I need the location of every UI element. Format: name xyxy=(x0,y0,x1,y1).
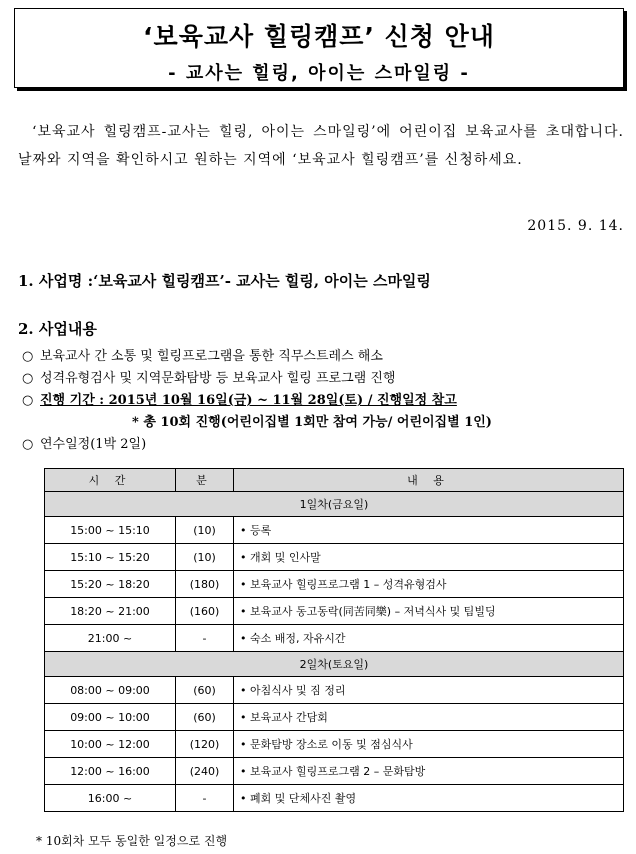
circle-bullet-icon: ○ xyxy=(22,393,34,408)
content-cell: • 문화탐방 장소로 이동 및 점심식사 xyxy=(234,731,624,758)
time-cell: 15:20 ~ 18:20 xyxy=(45,571,176,598)
intro-paragraph xyxy=(18,118,624,174)
time-cell: 08:00 ~ 09:00 xyxy=(45,677,176,704)
minutes-cell: (120) xyxy=(176,731,234,758)
table-row xyxy=(45,571,624,598)
bullet-item-period xyxy=(22,390,622,412)
time-cell: 12:00 ~ 16:00 xyxy=(45,758,176,785)
section-2-heading: 2. 사업내용 xyxy=(18,320,97,338)
content-cell: • 보육교사 힐링프로그램 2 – 문화탐방 xyxy=(234,758,624,785)
bullet-item xyxy=(22,346,622,368)
content-cell: • 보육교사 간담회 xyxy=(234,704,624,731)
section-1-heading: 1. 사업명 :‘보육교사 힐링캠프’- 교사는 힐링, 아이는 스마일링 xyxy=(18,272,431,290)
content-cell: • 숙소 배정, 자유시간 xyxy=(234,625,624,652)
table-row xyxy=(45,785,624,812)
circle-bullet-icon: ○ xyxy=(22,371,34,386)
content-cell: • 폐회 및 단체사진 촬영 xyxy=(234,785,624,812)
bullet-text: 성격유형검사 및 지역문화탐방 등 보육교사 힐링 프로그램 진행 xyxy=(40,371,396,386)
time-cell: 15:00 ~ 15:10 xyxy=(45,517,176,544)
content-cell: • 등록 xyxy=(234,517,624,544)
table-row xyxy=(45,731,624,758)
minutes-cell: (160) xyxy=(176,598,234,625)
table-row xyxy=(45,517,624,544)
bullet-text: 연수일정(1박 2일) xyxy=(40,437,147,452)
header-content: 내 용 xyxy=(234,469,624,492)
table-row xyxy=(45,677,624,704)
minutes-cell: (60) xyxy=(176,677,234,704)
header-minutes: 분 xyxy=(176,469,234,492)
footnote: * 10회차 모두 동일한 일정으로 진행 xyxy=(36,834,228,848)
bullet-item xyxy=(22,434,622,456)
table-row xyxy=(45,598,624,625)
time-cell: 21:00 ~ xyxy=(45,625,176,652)
content-cell: • 보육교사 동고동락(同苦同樂) – 저녁식사 및 팀빌딩 xyxy=(234,598,624,625)
schedule-table xyxy=(44,468,624,812)
content-cell: • 개회 및 인사말 xyxy=(234,544,624,571)
minutes-cell: (180) xyxy=(176,571,234,598)
time-cell: 10:00 ~ 12:00 xyxy=(45,731,176,758)
content-cell: • 보육교사 힐링프로그램 1 – 성격유형검사 xyxy=(234,571,624,598)
minutes-cell: (240) xyxy=(176,758,234,785)
day-1-label: 1일차(금요일) xyxy=(45,492,624,517)
document-title: ‘보육교사 힐링캠프’ 신청 안내 xyxy=(143,22,495,51)
circle-bullet-icon: ○ xyxy=(22,349,34,364)
bullet-text: 보육교사 간 소통 및 힐링프로그램을 통한 직무스트레스 해소 xyxy=(40,349,383,364)
minutes-cell: (10) xyxy=(176,517,234,544)
bullet-item xyxy=(22,368,622,390)
time-cell: 15:10 ~ 15:20 xyxy=(45,544,176,571)
content-bullets xyxy=(22,346,622,456)
time-cell: 16:00 ~ xyxy=(45,785,176,812)
table-row xyxy=(45,758,624,785)
bullet-text: 진행 기간 : 2015년 10월 16일(금) ~ 11월 28일(토) / 진행일정 참고 xyxy=(40,393,457,408)
time-cell: 09:00 ~ 10:00 xyxy=(45,704,176,731)
intro-text: ‘보육교사 힐링캠프-교사는 힐링, 아이는 스마일링’에 어린이집 보육교사를 초대합니다. 날짜와 지역을 확인하시고 원하는 지역에 ‘보육교사 힐링캠프’를 신청하세요. xyxy=(18,124,624,168)
header-time: 시 간 xyxy=(45,469,176,492)
document-date: 2015. 9. 14. xyxy=(527,218,624,234)
title-box xyxy=(14,8,624,88)
table-row xyxy=(45,625,624,652)
minutes-cell: (60) xyxy=(176,704,234,731)
minutes-cell: (10) xyxy=(176,544,234,571)
circle-bullet-icon: ○ xyxy=(22,437,34,452)
minutes-cell: - xyxy=(176,625,234,652)
participation-note: * 총 10회 진행(어린이집별 1회만 참여 가능/ 어린이집별 1인) xyxy=(132,415,492,430)
table-row xyxy=(45,544,624,571)
table-header-row xyxy=(45,469,624,492)
content-cell: • 아침식사 및 짐 정리 xyxy=(234,677,624,704)
minutes-cell: - xyxy=(176,785,234,812)
document-subtitle: - 교사는 힐링, 아이는 스마일링 - xyxy=(168,63,470,84)
day-2-label: 2일차(토요일) xyxy=(45,652,624,677)
day-row xyxy=(45,492,624,517)
table-row xyxy=(45,704,624,731)
time-cell: 18:20 ~ 21:00 xyxy=(45,598,176,625)
day-row xyxy=(45,652,624,677)
